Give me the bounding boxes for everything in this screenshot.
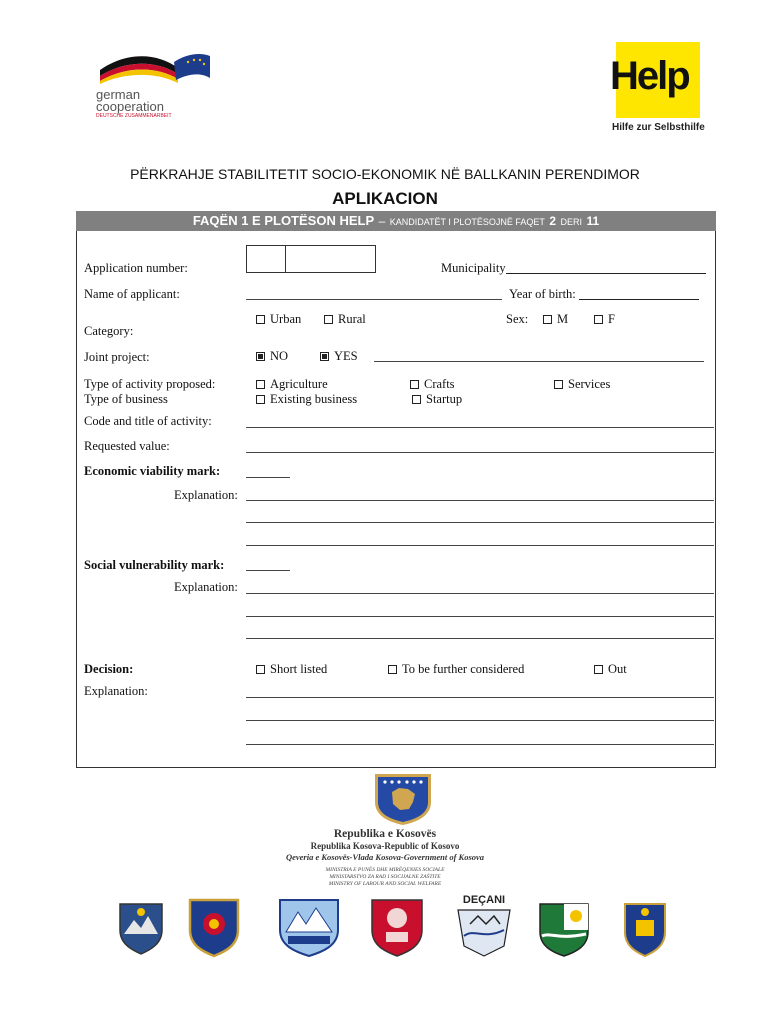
rural-label: Rural [338, 312, 366, 326]
option-rural[interactable] [324, 312, 366, 327]
giz-logo [96, 48, 216, 119]
decision-explanation-line-3[interactable] [246, 744, 714, 745]
checkbox-male[interactable] [543, 315, 552, 324]
decision-label: Decision: [84, 662, 134, 676]
municipality-label: Municipality [441, 261, 506, 275]
option-urban[interactable] [256, 312, 301, 327]
help-tagline: Hilfe zur Selbsthilfe [612, 122, 705, 133]
government-name: Qeveria e Kosovës-Vlada Kosova-Government of Kosova [285, 852, 485, 862]
name-label: Name of applicant: [84, 287, 180, 301]
option-short-listed[interactable] [256, 662, 327, 677]
code-title-label: Code and title of activity: [84, 414, 212, 428]
name-input[interactable] [246, 299, 502, 300]
female-label: F [608, 312, 615, 326]
code-title-input[interactable] [246, 427, 714, 428]
option-male[interactable] [543, 312, 568, 327]
economic-mark-label: Economic viability mark: [84, 464, 221, 478]
giz-word-cooperation: cooperation [96, 99, 164, 114]
help-logo-word: Help [610, 54, 689, 98]
decision-explanation-line-1[interactable] [246, 697, 714, 698]
year-of-birth-input[interactable] [579, 288, 699, 300]
option-yes[interactable] [320, 349, 358, 364]
giz-subtitle: DEUTSCHE ZUSAMMENARBEIT [96, 113, 172, 119]
option-crafts[interactable] [410, 377, 455, 392]
checkbox-no[interactable] [256, 352, 265, 361]
option-no[interactable] [256, 349, 288, 364]
banner-main: FAQËN 1 E PLOTËSON HELP [192, 213, 375, 228]
option-startup[interactable] [412, 392, 462, 407]
republic-albanian: Republika e Kosovës [333, 828, 437, 840]
social-explanation-line-3[interactable] [246, 638, 714, 639]
municipality-emblem-decani [452, 894, 516, 960]
economic-explanation-line-2[interactable] [246, 522, 714, 523]
agriculture-label: Agriculture [270, 377, 328, 391]
municipality-emblem-1-icon [116, 898, 166, 956]
project-title: PËRKRAHJE STABILITETIT SOCIO-EKONOMIK NË BALLKANIN PERENDIMOR [130, 166, 640, 182]
social-explanation-line-2[interactable] [246, 616, 714, 617]
business-type-label: Type of business [84, 392, 168, 406]
year-of-birth-label: Year of birth: [509, 287, 576, 301]
requested-value-input[interactable] [246, 452, 714, 453]
checkbox-services[interactable] [554, 380, 563, 389]
banner-page-to: 11 [586, 214, 600, 228]
option-out[interactable] [594, 662, 627, 677]
economic-mark-input[interactable] [246, 477, 290, 478]
decani-label: DEÇANI [462, 894, 506, 906]
economic-explanation-label: Explanation: [174, 488, 238, 502]
banner-page-from: 2 [549, 214, 557, 228]
social-mark-input[interactable] [246, 570, 290, 571]
social-explanation-line-1[interactable] [246, 593, 714, 594]
economic-explanation-line-3[interactable] [246, 545, 714, 546]
flag-swoosh-icon [96, 48, 216, 84]
decani-emblem-icon [452, 906, 516, 958]
economic-explanation-line-1[interactable] [246, 500, 714, 501]
banner-rest: KANDIDATËT I PLOTËSOJNË FAQET [389, 217, 545, 227]
male-label: M [557, 312, 569, 326]
further-considered-label: To be further considered [402, 662, 525, 676]
option-further-considered[interactable] [388, 662, 524, 677]
decision-explanation-label: Explanation: [84, 684, 148, 698]
short-listed-label: Short listed [270, 662, 328, 676]
municipality-emblem-7-icon [622, 900, 668, 958]
option-agriculture[interactable] [256, 377, 328, 392]
joint-project-label: Joint project: [84, 350, 150, 364]
checkbox-agriculture[interactable] [256, 380, 265, 389]
existing-business-label: Existing business [270, 392, 358, 406]
republic-multilingual: Republika Kosova-Republic of Kosovo [310, 841, 460, 851]
municipality-emblem-3-icon [276, 896, 342, 958]
social-mark-label: Social vulnerability mark: [84, 558, 225, 572]
checkbox-further-considered[interactable] [388, 665, 397, 674]
services-label: Services [568, 377, 611, 391]
checkbox-yes[interactable] [320, 352, 329, 361]
banner-dash: – [378, 214, 386, 228]
ministry-english: MINISTRY OF LABOUR AND SOCIAL WELFARE [328, 881, 442, 887]
document-title: APLIKACION [332, 189, 438, 208]
checkbox-short-listed[interactable] [256, 665, 265, 674]
municipality-input[interactable] [506, 262, 706, 274]
startup-label: Startup [426, 392, 463, 406]
no-label: NO [270, 349, 289, 363]
joint-project-input[interactable] [374, 361, 704, 362]
banner-deri: DERI [560, 217, 583, 227]
instructions-banner [76, 211, 716, 231]
urban-label: Urban [270, 312, 302, 326]
kosovo-coat-of-arms-icon [372, 772, 434, 826]
checkbox-existing-business[interactable] [256, 395, 265, 404]
municipality-field-row [441, 261, 706, 276]
municipality-emblem-4-icon [368, 894, 426, 958]
activity-type-label: Type of activity proposed: [84, 377, 216, 391]
application-number-label: Application number: [84, 261, 188, 275]
checkbox-rural[interactable] [324, 315, 333, 324]
checkbox-out[interactable] [594, 665, 603, 674]
checkbox-urban[interactable] [256, 315, 265, 324]
ministry-albanian: MINISTRIA E PUNËS DHE MIRËQENIES SOCIALE [325, 867, 445, 873]
category-label: Category: [84, 324, 134, 338]
checkbox-female[interactable] [594, 315, 603, 324]
requested-value-label: Requested value: [84, 439, 170, 453]
sex-label: Sex: [506, 312, 529, 326]
decision-explanation-line-2[interactable] [246, 720, 714, 721]
ministry-serbian: MINISTARSTVO ZA RAD I SOCIJALNE ZAŠTITE [329, 874, 441, 880]
checkbox-startup[interactable] [412, 395, 421, 404]
checkbox-crafts[interactable] [410, 380, 419, 389]
municipality-emblem-2-icon [186, 896, 242, 958]
municipality-emblem-6-icon [536, 900, 592, 958]
social-explanation-label: Explanation: [174, 580, 238, 594]
giz-word-german: german [96, 87, 141, 102]
option-existing-business[interactable] [256, 392, 357, 407]
year-of-birth-row [509, 287, 699, 302]
yes-label: YES [334, 349, 358, 363]
option-female[interactable] [594, 312, 615, 327]
option-services[interactable] [554, 377, 610, 392]
crafts-label: Crafts [424, 377, 455, 391]
help-logo [610, 42, 706, 120]
out-label: Out [608, 662, 627, 676]
application-number-field[interactable] [246, 245, 376, 273]
